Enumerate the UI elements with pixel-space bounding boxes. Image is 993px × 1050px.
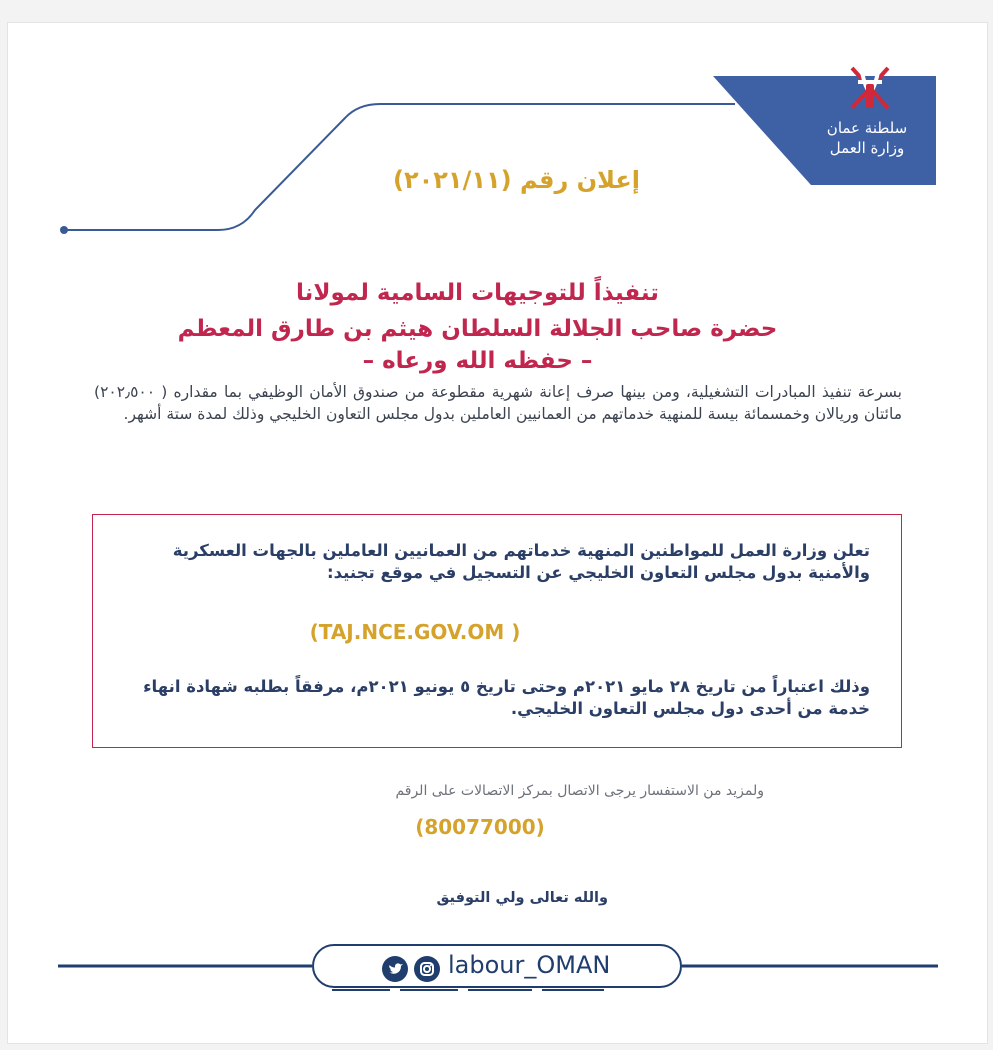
contact-phone[interactable]: (80077000) bbox=[415, 815, 545, 839]
instagram-icon[interactable] bbox=[414, 956, 440, 982]
social-handle[interactable]: labour_OMAN bbox=[448, 951, 611, 979]
headline-line-1: تنفيذاً للتوجيهات السامية لمولانا bbox=[296, 280, 659, 306]
closing-text: والله تعالى ولي التوفيق bbox=[436, 890, 608, 906]
curve-end-dot bbox=[60, 226, 68, 234]
contact-text: ولمزيد من الاستفسار يرجى الاتصال بمركز الاتصالات على الرقم bbox=[395, 783, 764, 799]
headline-line-2: حضرة صاحب الجلالة السلطان هيثم بن طارق المعظم bbox=[177, 316, 778, 342]
twitter-icon[interactable] bbox=[382, 956, 408, 982]
logo-line-1: سلطنة عمان bbox=[826, 119, 908, 137]
announcement-title: إعلان رقم (٢٠٢١/١١) bbox=[393, 166, 640, 194]
registration-website[interactable]: (TAJ.NCE.GOV.OM ) bbox=[309, 620, 521, 644]
intro-paragraph: بسرعة تنفيذ المبادرات التشغيلية، ومن بينها صرف إعانة شهرية مقطوعة من صندوق الأمان الوظيفي بما مقداره ( ٢٠٢٫٥٠٠) مائتان وريالان وخمسمائة بيسة للمنهية خدماتهم من العمانيين العاملين بدول مجلس التعاون الخليجي وذلك لمدة ستة أشهر. bbox=[94, 383, 902, 423]
notice-dates: وذلك اعتباراً من تاريخ ٢٨ مايو ٢٠٢١م وحتى تاريخ ٥ يونيو ٢٠٢١م، مرفقاً بطلبه شهادة انهاء خدمة من أحدى دول مجلس التعاون الخليجي. bbox=[143, 677, 870, 718]
headline-line-3: – حفظه الله ورعاه – bbox=[362, 348, 593, 374]
notice-text: تعلن وزارة العمل للمواطنين المنهية خدماتهم من العمانيين العاملين بالجهات العسكرية والأمنية بدول مجلس التعاون الخليجي عن التسجيل في موقع تجنيد: bbox=[172, 541, 870, 582]
logo-line-2: وزارة العمل bbox=[829, 139, 905, 157]
oman-national-emblem-icon bbox=[840, 60, 900, 116]
ministry-name bbox=[808, 118, 926, 158]
